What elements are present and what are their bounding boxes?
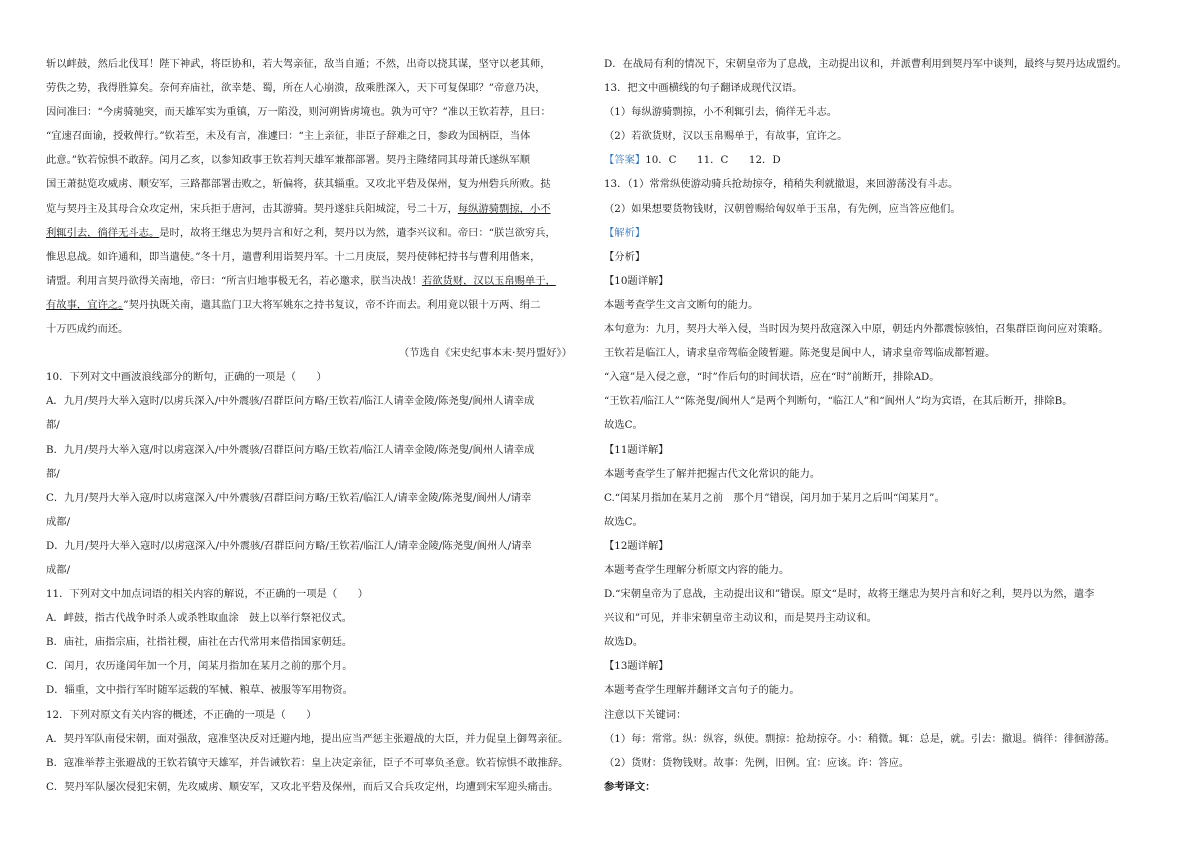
passage-text: 是时，故将王继忠为契丹言和好之利，契丹以为然，遣李兴议和。帝曰：“朕岂欲穷兵， xyxy=(159,226,556,239)
passage-line xyxy=(46,52,572,76)
detail-11-line: 本题考查学生了解并把握古代文化常识的能力。 xyxy=(604,467,821,480)
underlined-sentence: 若欲货财，汉以玉帛赐单于， xyxy=(421,274,556,287)
passage-line xyxy=(46,317,572,341)
passage-text: “宜速召面谕，授敕俾行。”钦若至，未及有言，准遽曰：“主上亲征，非臣子辞难之日，参政为国柄臣，当体 xyxy=(46,130,531,143)
underlined-sentence: 有故事，宜许之。 xyxy=(46,298,124,311)
q13-sentence-1: （1）每纵游骑剽掠，小不利辄引去，徜徉无斗志。 xyxy=(604,106,838,119)
detail-10-line: “王钦若/临江人”“陈尧叟/阆州人”是两个判断句，“临江人”和“阆州人”均为宾语，在其后断开，排除B。 xyxy=(604,395,1073,408)
fenxi-heading: 【分析】 xyxy=(604,250,646,263)
passage-line xyxy=(46,197,572,221)
answer-values: 10．C 11．C 12．D xyxy=(645,154,781,167)
q13-stem: 13．把文中画横线的句子翻译成现代汉语。 xyxy=(604,82,803,95)
passage-line xyxy=(46,76,572,100)
question-line: A．衅鼓，指古代战争时杀人或杀牲取血涂 鼓上以举行祭祀仪式。 xyxy=(46,612,353,625)
question-line: 10．下列对文中画波浪线部分的断句，正确的一项是（ ） xyxy=(46,371,327,384)
question-line: B．九月/契丹大举入寇/时以虏寇深入/中外震骇/召群臣问方略/王钦若/临江人请幸金陵/陈尧叟/阆州人请幸成 xyxy=(46,443,535,456)
question-line: C．契丹军队屡次侵犯宋朝，先攻威虏、顺安军，又攻北平砦及保州，而后又合兵攻定州，均遭到宋军迎头痛击。 xyxy=(46,780,559,793)
passage-line xyxy=(46,100,572,124)
detail-11-heading: 【11题详解】 xyxy=(604,443,669,456)
detail-13-line: （2）货财：货物钱财。故事：先例，旧例。宜：应该。许：答应。 xyxy=(604,756,910,769)
detail-10-line: 故选C。 xyxy=(604,419,643,432)
detail-13-line: 注意以下关键词： xyxy=(604,708,687,721)
answer-tag: 【答案】 xyxy=(604,154,646,167)
detail-10-line: 本题考查学生文言文断句的能力。 xyxy=(604,298,759,311)
answer-13-2: （2）如果想要货物钱财，汉朝曾赐给匈奴单于玉帛，有先例，应当答应他们。 xyxy=(604,202,961,215)
analysis-tag: 【解析】 xyxy=(604,226,646,239)
passage-text: 斩以衅鼓，然后北伐耳！陛下神武，将臣协和，若大驾亲征，敌当自遁；不然，出奇以挠其谋，坚守以老其师， xyxy=(46,58,551,70)
right-column xyxy=(604,52,1154,799)
passage-line xyxy=(46,269,572,293)
passage-text: 此意。”钦若惊惧不敢辞。闰月乙亥，以参知政事王钦若判天雄军兼都部署。契丹主隆绪同其母萧氏遂纵军顺 xyxy=(46,154,531,167)
detail-10-line: 王钦若是临江人，请求皇帝驾临金陵暂避。陈尧叟是阆中人，请求皇帝驾临成都暂避。 xyxy=(604,347,996,360)
detail-10-heading: 【10题详解】 xyxy=(604,274,669,287)
underlined-sentence: 利辄引去，徜徉无斗志。 xyxy=(46,226,160,239)
question-line: B．庙社，庙指宗庙，社指社稷，庙社在古代常用来借指国家朝廷。 xyxy=(46,636,353,649)
question-line: D．九月/契丹大举入寇时/以虏寇深入/中外震骇/召群臣问方略/王钦若/临江人/请幸金陵/陈尧叟/阆州人/请幸 xyxy=(46,539,532,552)
passage-line xyxy=(46,124,572,148)
reference-translation-heading: 参考译文： xyxy=(604,780,656,793)
question-line: 都/ xyxy=(46,467,60,480)
answer-line xyxy=(604,148,1154,172)
question-line: A．九月/契丹大举入寇时/以虏兵深入/中外震骇/召群臣问方略/王钦若/临江人请幸金陵/陈尧叟/阆州人请幸成 xyxy=(46,395,535,408)
question-list xyxy=(46,365,572,799)
passage-text: 因问准曰：“今虏骑驰突，而天雄军实为重镇，万一陷没，则河朔皆虏境也。孰为可守？”准以王钦若荐，且曰： xyxy=(46,106,551,119)
passage-text: 惟思息战。如许通和，即当遣使。”冬十月，遣曹利用诣契丹军。十二月庚辰，契丹使韩杞持书与曹利用偕来， xyxy=(46,250,541,263)
detail-10-line: “入寇”是入侵之意，“时”作后句的时间状语，应在“时”前断开，排除AD。 xyxy=(604,371,940,384)
question-line: 成都/ xyxy=(46,563,71,576)
question-line: 12．下列对原文有关内容的概述，不正确的一项是（ ） xyxy=(46,708,317,721)
q12-option-d: D．在战局有利的情况下，宋朝皇帝为了息战，主动提出议和，并派曹利用到契丹军中谈判，最终与契丹达成盟约。 xyxy=(604,58,1128,70)
answer-13-1: 13．（1）常常纵使游动骑兵抢劫掠夺，稍稍失利就撤退，来回游荡没有斗志。 xyxy=(604,178,959,191)
passage-text: 国王萧挞览攻威虏、顺安军，三路都部署击败之，斩偏将，获其辎重。又攻北平砦及保州，复为州砦兵所败。挞 xyxy=(46,178,551,191)
passage-line xyxy=(46,148,572,172)
passage-text: 十万匹成约而还。 xyxy=(46,323,129,336)
detail-10-line: 本句意为：九月，契丹大举入侵，当时因为契丹敌寇深入中原，朝廷内外都震惊骇怕，召集群臣询问应对策略。 xyxy=(604,323,1109,336)
question-line: 都/ xyxy=(46,419,60,432)
question-line: C．九月/契丹大举入寇/时以虏寇深入/中外震骇/召群臣问方略/王钦若/临江人/请幸金陵/陈尧叟/阆州人/请幸 xyxy=(46,491,532,504)
detail-12-heading: 【12题详解】 xyxy=(604,539,669,552)
detail-13-line: 本题考查学生理解并翻译文言句子的能力。 xyxy=(604,684,800,697)
detail-12-line: 兴议和”可见，并非宋朝皇帝主动议和，而是契丹主动议和。 xyxy=(604,612,877,625)
passage-line xyxy=(46,172,572,196)
question-line: C．闰月，农历逢闰年加一个月，闰某月指加在某月之前的那个月。 xyxy=(46,660,353,673)
detail-12-line: 故选D。 xyxy=(604,636,644,649)
question-line: 成都/ xyxy=(46,515,71,528)
detail-13-line: （1）每：常常。纵：纵容，纵使。剽掠：抢劫掠夺。小：稍微。辄：总是，就。引去：撤退。徜徉：徘徊游荡。 xyxy=(604,732,1116,745)
detail-13-heading: 【13题详解】 xyxy=(604,660,669,673)
q13-sentence-2: （2）若欲货财，汉以玉帛赐单于，有故事，宜许之。 xyxy=(604,130,848,143)
passage-source: （节选自《宋史纪事本末·契丹盟好》） xyxy=(398,347,572,360)
passage-line xyxy=(46,221,572,245)
detail-12-line: 本题考查学生理解分析原文内容的能力。 xyxy=(604,563,790,576)
left-column xyxy=(46,52,572,799)
question-line: 11．下列对文中加点词语的相关内容的解说，不正确的一项是（ ） xyxy=(46,588,369,601)
detail-11-line: C.“闰某月指加在某月之前 那个月”错误，闰月加于某月之后叫“闰某月”。 xyxy=(604,491,945,504)
passage-text: 劳佚之势，我得胜算矣。奈何弃庙社，欲幸楚、蜀，所在人心崩溃，敌乘胜深入，天下可复保耶？”帝意乃决， xyxy=(46,82,546,95)
question-line: B．寇准举荐主张避战的王钦若镇守天雄军，并告诫钦若：皇上决定亲征，臣子不可辜负圣意。钦若惊惧不敢推辞。 xyxy=(46,756,569,769)
passage-text: 请盟。利用言契丹欲得关南地，帝曰：“所言归地事极无名，若必邀求，朕当决战！ xyxy=(46,274,422,287)
underlined-sentence: 每纵游骑剽掠，小不 xyxy=(457,202,551,215)
detail-12-line: D.“宋朝皇帝为了息战，主动提出议和”错误。原文“是时，故将王继忠为契丹言和好之利，契丹以为然，遣李 xyxy=(604,588,1095,601)
passage-text: 览与契丹主及其母合众攻定州，宋兵拒于唐河，击其游骑。契丹遂驻兵阳城淀，号二十万， xyxy=(46,202,458,215)
question-line: D．辎重，文中指行军时随军运载的军械、粮草、被服等军用物资。 xyxy=(46,684,353,697)
passage-text: ”契丹执既关南，遣其监门卫大将军姚东之持书复议，帝不许而去。利用竟以银十万两、绢二 xyxy=(123,298,541,311)
detail-11-line: 故选C。 xyxy=(604,515,643,528)
question-line: A．契丹军队南侵宋朝，面对强敌，寇准坚决反对迁避内地，提出应当严惩主张避战的大臣，并力促皇上御驾亲征。 xyxy=(46,732,569,745)
classical-passage xyxy=(46,52,572,341)
passage-line xyxy=(46,293,572,317)
passage-line xyxy=(46,245,572,269)
